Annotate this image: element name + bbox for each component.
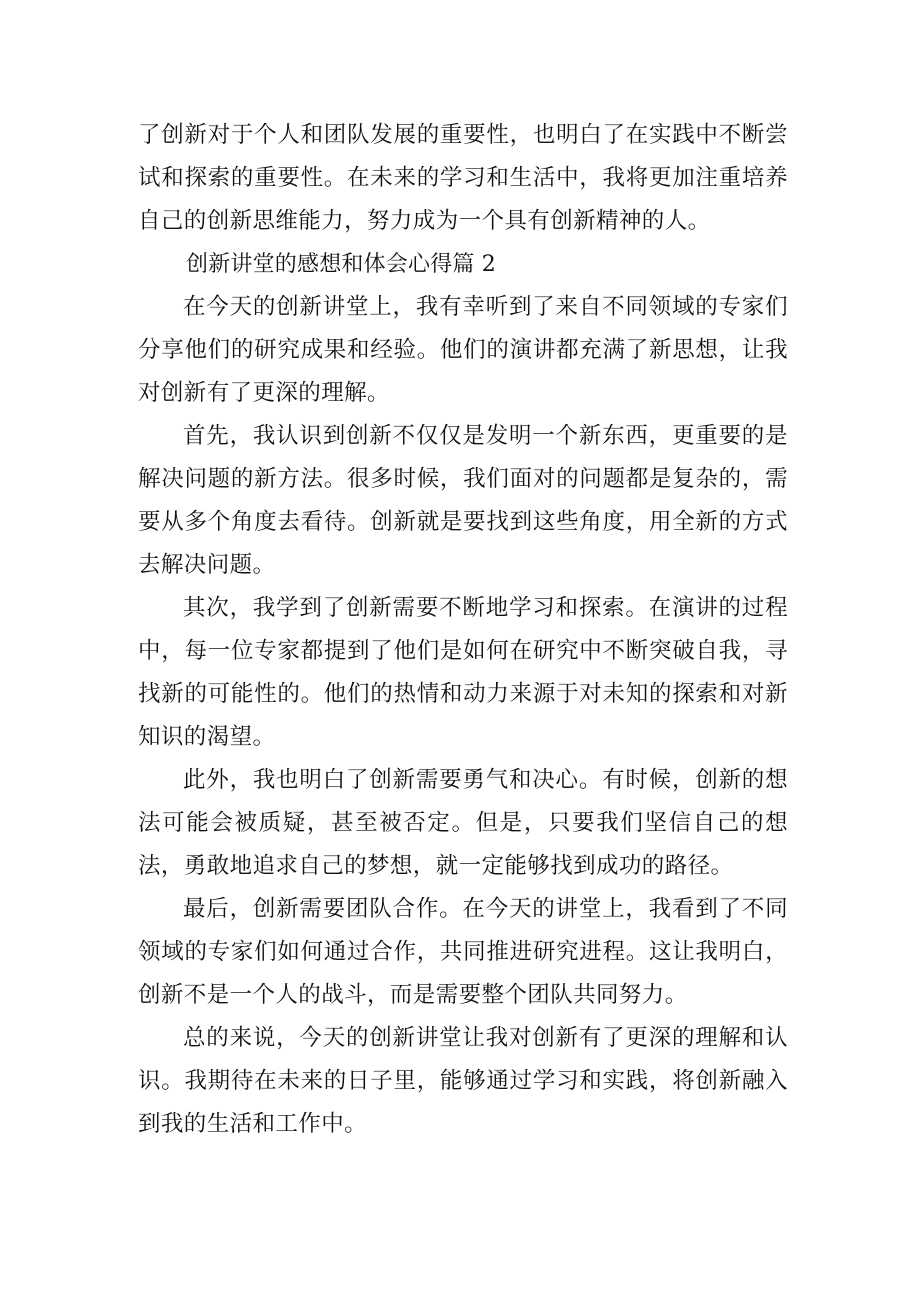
- body-paragraph-5: 最后，创新需要团队合作。在今天的讲堂上，我看到了不同领域的专家们如何通过合作，共同推进研究进程。这让我明白，创新不是一个人的战斗，而是需要整个团队共同努力。: [138, 896, 788, 1008]
- section-title: 创新讲堂的感想和体会心得篇 2: [186, 252, 496, 277]
- body-paragraph-4: 此外，我也明白了创新需要勇气和决心。有时候，创新的想法可能会被质疑，甚至被否定。但是，只要我们坚信自己的想法，勇敢地追求自己的梦想，就一定能够找到成功的路径。: [138, 767, 788, 879]
- body-paragraph-6: 总的来说，今天的创新讲堂让我对创新有了更深的理解和认识。我期待在未来的日子里，能够通过学习和实践，将创新融入到我的生活和工作中。: [138, 1025, 788, 1137]
- document-page: [138, 114, 788, 1146]
- body-paragraph-1: 在今天的创新讲堂上，我有幸听到了来自不同领域的专家们分享他们的研究成果和经验。他们的演讲都充满了新思想，让我对创新有了更深的理解。: [138, 294, 788, 406]
- body-paragraph-2: 首先，我认识到创新不仅仅是发明一个新东西，更重要的是解决问题的新方法。很多时候，我们面对的问题都是复杂的，需要从多个角度去看待。创新就是要找到这些角度，用全新的方式去解决问题。: [138, 423, 788, 578]
- body-paragraph-3: 其次，我学到了创新需要不断地学习和探索。在演讲的过程中，每一位专家都提到了他们是如何在研究中不断突破自我，寻找新的可能性的。他们的热情和动力来源于对未知的探索和对新知识的渴望。: [138, 595, 788, 750]
- intro-tail-paragraph: 了创新对于个人和团队发展的重要性，也明白了在实践中不断尝试和探索的重要性。在未来的学习和生活中，我将更加注重培养自己的创新思维能力，努力成为一个具有创新精神的人。: [138, 122, 788, 234]
